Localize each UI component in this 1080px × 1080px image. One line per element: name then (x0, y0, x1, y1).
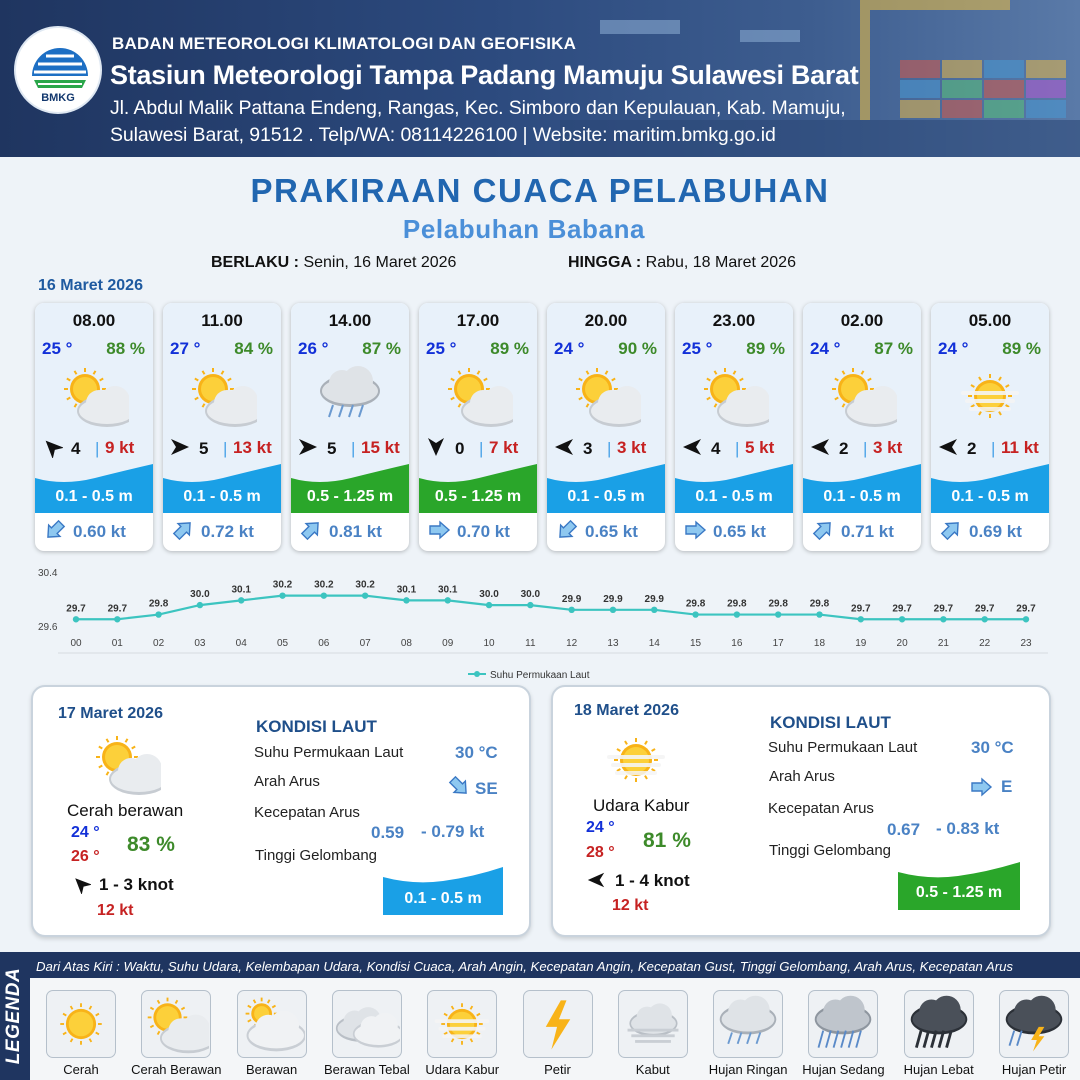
day2-current-arrow-icon (447, 774, 471, 798)
cerah-berawan-icon (59, 365, 129, 427)
card-divider: | (351, 439, 356, 458)
legend-label: Hujan Petir (1001, 1062, 1067, 1077)
data-label: 29.7 (66, 603, 86, 615)
x-tick-label: 17 (772, 638, 784, 649)
data-point (197, 602, 203, 608)
card-time: 02.00 (840, 311, 884, 330)
card-wave-height: 0.1 - 0.5 m (567, 488, 645, 505)
station-name: Stasiun Meteorologi Tampa Padang Mamuju Sulawesi Barat (110, 60, 859, 90)
hourly-card (803, 303, 921, 551)
data-point (692, 611, 698, 617)
data-point (734, 611, 740, 617)
legend-kabut-icon (618, 990, 688, 1058)
day3-sst-value: 30 °C (971, 738, 1014, 757)
hourly-card (163, 303, 281, 551)
cerah-berawan-icon (443, 365, 513, 427)
data-point (445, 597, 451, 603)
data-label: 30.0 (479, 589, 499, 601)
card-current-speed: 0.65 kt (585, 522, 638, 541)
valid-from-label: BERLAKU : (211, 254, 299, 271)
legend-title: LEGENDA (3, 967, 24, 1065)
x-tick-label: 22 (979, 638, 991, 649)
cerah-berawan-icon (187, 365, 257, 427)
hourly-card (291, 303, 409, 551)
day3-gust: 12 kt (612, 897, 649, 914)
card-humidity: 87 % (874, 339, 913, 358)
card-time: 08.00 (72, 311, 116, 330)
agency-name: BADAN METEOROLOGI KLIMATOLOGI DAN GEOFISIKA (112, 34, 577, 53)
day3-wind-speed: 1 - 4 knot (615, 871, 690, 890)
x-tick-label: 01 (111, 638, 123, 649)
legend-label: Hujan Ringan (708, 1062, 788, 1077)
card-current-speed: 0.71 kt (841, 522, 894, 541)
legend-berawan-tebal-icon (332, 990, 402, 1058)
card-wind-speed: 5 (199, 439, 209, 458)
day2-wind-arrow-icon (71, 874, 91, 894)
wind-direction-icon (937, 436, 959, 458)
cerah-berawan-icon (571, 365, 641, 427)
data-point (899, 616, 905, 622)
day2-condition: Cerah berawan (67, 801, 184, 820)
current-direction-icon (299, 518, 323, 542)
x-tick-label: 11 (525, 638, 536, 649)
card-gust: 5 kt (745, 438, 775, 457)
card-current-speed: 0.81 kt (329, 522, 382, 541)
legend-description: Dari Atas Kiri : Waktu, Suhu Udara, Kelembapan Udara, Kondisi Cuaca, Arah Angin, Kecepatan Angin, Kecepatan Gust, Tinggi Gelombang, Arah Arus, Kecepatan Arus (36, 959, 1014, 974)
legend-hujan-sedang-icon (808, 990, 878, 1058)
x-tick-label: 06 (318, 638, 330, 649)
legend-hujan-lebat-icon (904, 990, 974, 1058)
x-tick-label: 00 (70, 638, 82, 649)
valid-from (211, 254, 456, 272)
day3-temp-max: 28 ° (586, 844, 615, 861)
day3-current-dir: E (1001, 777, 1013, 796)
card-current-speed: 0.65 kt (713, 522, 766, 541)
data-label: 29.7 (851, 603, 871, 615)
legend-petir-icon (523, 990, 593, 1058)
card-gust: 11 kt (1001, 438, 1039, 457)
card-temperature: 24 ° (554, 339, 585, 358)
card-time: 20.00 (584, 311, 628, 330)
data-point (73, 616, 79, 622)
cerah-berawan-icon (699, 365, 769, 427)
card-wind-speed: 4 (711, 439, 721, 458)
day3-current-speed-min: 0.67 (887, 820, 921, 839)
card-humidity: 88 % (106, 339, 145, 358)
card-wind-speed: 3 (583, 439, 593, 458)
legend-label: Hujan Lebat (903, 1062, 974, 1077)
data-label: 29.9 (561, 593, 582, 605)
card-time: 23.00 (712, 311, 756, 330)
card-gust: 15 kt (361, 438, 400, 457)
day2-current-speed-min: 0.59 (371, 823, 405, 842)
hujan-ringan-icon (315, 365, 385, 427)
day2-sst-label: Suhu Permukaan Laut (254, 744, 404, 761)
data-label: 30.2 (355, 579, 375, 591)
card-humidity: 90 % (618, 339, 657, 358)
data-label: 30.1 (438, 584, 458, 596)
legend-berawan-icon (237, 990, 307, 1058)
current-direction-icon (811, 518, 835, 542)
port-name: Pelabuhan Babana (402, 214, 646, 244)
day1-date: 16 Maret 2026 (38, 277, 143, 294)
sea-temperature-chart (28, 562, 1053, 692)
legend-label: Udara Kabur (425, 1062, 500, 1077)
day2-current-speed-max: - 0.79 kt (421, 822, 485, 841)
data-point (1023, 616, 1029, 622)
card-wave-height: 0.1 - 0.5 m (823, 488, 901, 505)
data-point (403, 597, 409, 603)
legend-label: Cerah (63, 1062, 99, 1077)
y-tick-label: 29.6 (38, 622, 58, 633)
card-temperature: 24 ° (938, 339, 969, 358)
card-wave-height: 0.5 - 1.25 m (306, 488, 394, 505)
day2-temp-min: 24 ° (71, 824, 100, 841)
card-temperature: 24 ° (810, 339, 841, 358)
hourly-card (675, 303, 793, 551)
legend-label: Hujan Sedang (802, 1062, 885, 1077)
card-wave-height: 0.1 - 0.5 m (695, 488, 773, 505)
day3-current-dir-label: Arah Arus (769, 768, 835, 785)
data-label: 29.7 (933, 603, 954, 615)
x-tick-label: 14 (648, 638, 660, 649)
valid-to-value: Rabu, 18 Maret 2026 (645, 254, 796, 271)
data-point (858, 616, 864, 622)
data-point (321, 592, 327, 598)
hourly-card (35, 303, 153, 551)
legend-udara-kabur-icon (427, 990, 497, 1058)
x-tick-label: 03 (194, 638, 206, 649)
day3-sst-label: Suhu Permukaan Laut (768, 739, 918, 756)
card-humidity: 87 % (362, 339, 401, 358)
day2-sea-title: KONDISI LAUT (256, 717, 377, 736)
data-label: 30.0 (520, 589, 541, 601)
card-wave-height: 0.1 - 0.5 m (183, 488, 261, 505)
card-temperature: 26 ° (298, 339, 329, 358)
card-humidity: 89 % (1002, 339, 1041, 358)
day2-panel (31, 685, 531, 937)
card-gust: 3 kt (873, 438, 903, 457)
x-tick-label: 09 (442, 638, 454, 649)
data-label: 29.8 (727, 598, 747, 610)
legend-label: Berawan Tebal (324, 1062, 410, 1077)
data-label: 29.9 (644, 593, 664, 605)
day3-temp-min: 24 ° (586, 819, 615, 836)
current-direction-icon (683, 518, 707, 542)
current-direction-icon (939, 518, 963, 542)
x-tick-label: 13 (607, 638, 619, 649)
card-wind-speed: 0 (455, 439, 465, 458)
legend-hujan-ringan-icon (713, 990, 783, 1058)
x-tick-label: 20 (896, 638, 908, 649)
x-tick-label: 08 (400, 638, 412, 649)
card-current-speed: 0.60 kt (73, 522, 126, 541)
udara-kabur-icon (955, 365, 1025, 427)
data-label: 30.1 (231, 584, 251, 596)
day3-sea-title: KONDISI LAUT (770, 713, 891, 732)
data-point (527, 602, 533, 608)
card-time: 11.00 (201, 311, 243, 330)
day3-wind-arrow-icon (586, 870, 606, 890)
wind-direction-icon (169, 436, 191, 458)
day3-panel (551, 685, 1051, 937)
card-wind-speed: 2 (839, 439, 849, 458)
card-time: 14.00 (328, 311, 372, 330)
current-direction-icon (427, 518, 451, 542)
data-point (362, 592, 368, 598)
day3-date: 18 Maret 2026 (574, 702, 679, 719)
card-divider: | (863, 439, 868, 458)
legend-hujan-petir-icon (999, 990, 1069, 1058)
current-direction-icon (43, 518, 67, 542)
day3-condition: Udara Kabur (593, 796, 690, 815)
cerah-berawan-icon (827, 365, 897, 427)
x-tick-label: 05 (276, 638, 289, 649)
data-label: 29.7 (892, 603, 912, 615)
day3-weather-icon (601, 729, 671, 791)
current-direction-icon (171, 518, 195, 542)
x-tick-label: 15 (690, 638, 702, 649)
data-label: 29.8 (148, 598, 169, 610)
valid-to (568, 254, 796, 272)
data-label: 30.0 (190, 589, 210, 601)
data-point (940, 616, 946, 622)
day2-weather-icon (91, 733, 161, 795)
current-direction-icon (555, 518, 579, 542)
data-point (155, 611, 161, 617)
card-humidity: 84 % (234, 339, 273, 358)
card-humidity: 89 % (746, 339, 785, 358)
card-divider: | (479, 439, 484, 458)
address-line1: Jl. Abdul Malik Pattana Endeng, Rangas, Kec. Simboro dan Kepulauan, Kab. Mamuju, (110, 97, 846, 119)
wind-direction-icon (41, 436, 63, 458)
x-tick-label: 12 (566, 638, 578, 649)
x-tick-label: 16 (731, 638, 743, 649)
page-title: PRAKIRAAN CUACA PELABUHAN (250, 172, 830, 209)
data-point (114, 616, 120, 622)
x-tick-label: 23 (1020, 638, 1032, 649)
card-divider: | (607, 439, 612, 458)
day2-current-speed-label: Kecepatan Arus (254, 804, 360, 821)
data-point (568, 607, 574, 613)
hourly-card (419, 303, 537, 551)
data-label: 29.8 (685, 598, 706, 610)
day2-current-dir: SE (475, 779, 498, 798)
data-point (610, 607, 616, 613)
data-point (486, 602, 492, 608)
legend-label: Berawan (245, 1062, 298, 1077)
x-tick-label: 07 (359, 638, 371, 649)
x-tick-label: 18 (813, 638, 826, 649)
day2-humidity: 83 % (127, 833, 175, 856)
card-current-speed: 0.69 kt (969, 522, 1022, 541)
card-temperature: 27 ° (170, 339, 201, 358)
legend-label: Kabut (635, 1062, 670, 1077)
valid-from-value: Senin, 16 Maret 2026 (303, 254, 457, 271)
card-wind-speed: 4 (71, 439, 81, 458)
day2-current-dir-label: Arah Arus (254, 773, 320, 790)
card-gust: 9 kt (105, 438, 135, 457)
day2-gust: 12 kt (97, 902, 134, 919)
data-label: 29.8 (768, 598, 788, 610)
card-current-speed: 0.72 kt (201, 522, 254, 541)
day3-current-arrow-icon (969, 775, 993, 799)
data-point (775, 611, 781, 617)
card-wave-height: 0.1 - 0.5 m (951, 488, 1029, 505)
wind-direction-icon (297, 436, 319, 458)
data-point (816, 611, 822, 617)
legend-cerah-berawan-icon (141, 990, 211, 1058)
wind-direction-icon (681, 436, 703, 458)
valid-to-label: HINGGA : (568, 254, 642, 271)
legend-label: Petir (544, 1062, 571, 1077)
day3-wave-value: 0.5 - 1.25 m (915, 884, 1003, 901)
day3-current-speed-max: - 0.83 kt (936, 819, 1000, 838)
hourly-card (547, 303, 665, 551)
data-point (238, 597, 244, 603)
hourly-card (931, 303, 1049, 551)
card-divider: | (735, 439, 740, 458)
wind-direction-icon (809, 436, 831, 458)
data-point (279, 592, 285, 598)
legend-label: Cerah Berawan (131, 1062, 222, 1077)
day2-date: 17 Maret 2026 (58, 705, 163, 722)
card-temperature: 25 ° (682, 339, 713, 358)
x-tick-label: 19 (855, 638, 867, 649)
x-tick-label: 02 (153, 638, 165, 649)
day3-wave-label: Tinggi Gelombang (769, 842, 892, 859)
data-label: 30.2 (314, 579, 334, 591)
card-gust: 7 kt (489, 438, 519, 457)
y-tick-label: 30.4 (38, 568, 58, 579)
legend-cerah-icon (46, 990, 116, 1058)
wind-direction-icon (425, 436, 447, 458)
data-label: 29.9 (603, 593, 623, 605)
day3-current-speed-label: Kecepatan Arus (768, 800, 874, 817)
card-divider: | (95, 439, 100, 458)
card-wave-height: 0.5 - 1.25 m (434, 488, 522, 505)
data-label: 29.7 (107, 603, 128, 615)
data-point (981, 616, 987, 622)
card-current-speed: 0.70 kt (457, 522, 510, 541)
x-tick-label: 10 (483, 638, 495, 649)
legend-series-name: Suhu Permukaan Laut (490, 670, 590, 681)
day2-wave-label: Tinggi Gelombang (255, 847, 378, 864)
card-time: 17.00 (456, 311, 500, 330)
card-gust: 13 kt (233, 438, 272, 457)
data-label: 29.8 (809, 598, 830, 610)
x-tick-label: 21 (937, 638, 949, 649)
card-divider: | (223, 439, 228, 458)
card-wind-speed: 2 (967, 439, 977, 458)
address-line2: Sulawesi Barat, 91512 . Telp/WA: 08114226100 | Website: maritim.bmkg.go.id (110, 124, 776, 146)
day2-wind-speed: 1 - 3 knot (99, 875, 174, 894)
day2-temp-max: 26 ° (71, 848, 100, 865)
logo-text: BMKG (41, 92, 75, 104)
day2-sst-value: 30 °C (455, 743, 498, 762)
data-point (651, 607, 657, 613)
card-gust: 3 kt (617, 438, 647, 457)
card-temperature: 25 ° (426, 339, 457, 358)
day2-wave-value: 0.1 - 0.5 m (404, 890, 482, 907)
card-time: 05.00 (968, 311, 1012, 330)
data-label: 30.1 (396, 584, 417, 596)
card-wave-height: 0.1 - 0.5 m (55, 488, 133, 505)
x-tick-label: 04 (235, 638, 247, 649)
card-humidity: 89 % (490, 339, 529, 358)
wind-direction-icon (553, 436, 575, 458)
data-label: 29.7 (974, 603, 995, 615)
card-divider: | (991, 439, 996, 458)
card-temperature: 25 ° (42, 339, 73, 358)
data-label: 30.2 (272, 579, 293, 591)
day3-humidity: 81 % (643, 829, 691, 852)
card-wind-speed: 5 (327, 439, 337, 458)
data-label: 29.7 (1016, 603, 1036, 615)
